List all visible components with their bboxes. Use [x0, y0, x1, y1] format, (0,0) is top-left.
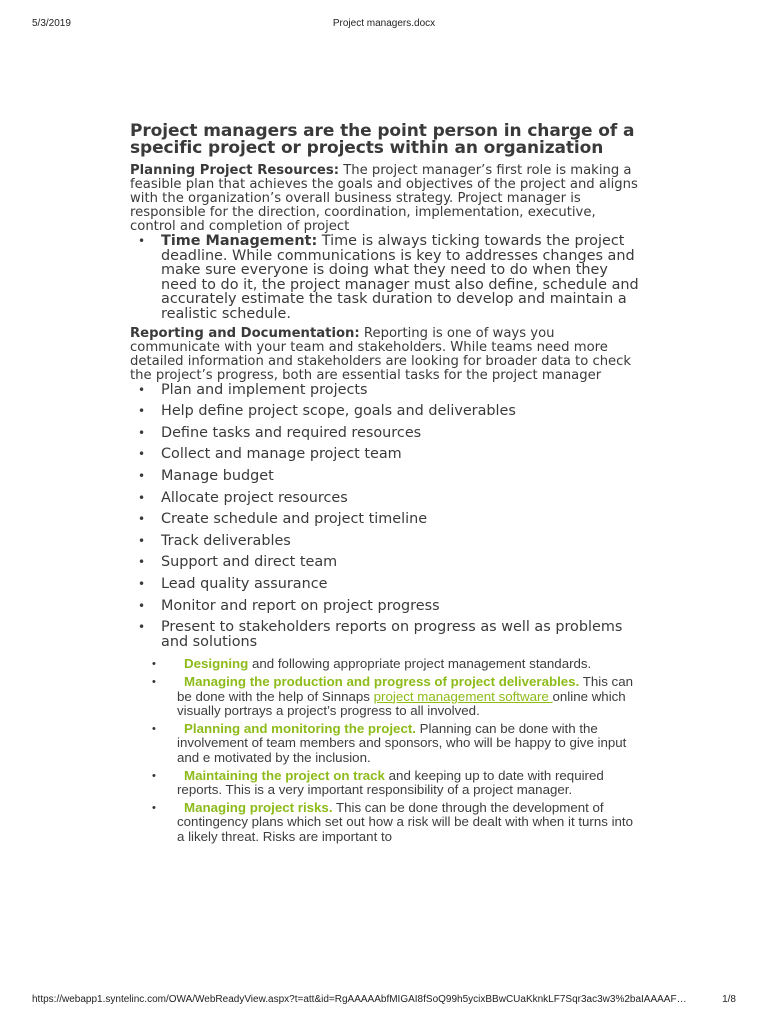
bullet-icon: •	[152, 802, 156, 815]
duty-text: Define tasks and required resources	[161, 424, 422, 441]
list-item	[130, 722, 642, 765]
time-text: Time is always ticking towards the project deadline. While communications is key to addresses changes and make sure everyone is doing what they need to do when they need to do it, the project manager must also define, schedule and accurately estimate the task duration to develop and maintain a realistic schedule.	[161, 233, 639, 322]
duty-text: Support and direct team	[161, 554, 338, 571]
highlight-text: Managing the production and progress of project deliverables.	[184, 674, 580, 690]
planning-paragraph	[130, 164, 642, 234]
list-item	[130, 534, 642, 549]
duty-text: Create schedule and project timeline	[161, 511, 428, 528]
list-item	[130, 620, 642, 649]
bullet-icon: •	[138, 468, 146, 483]
item-text: Planning can be done with the involvement of team members and sponsors, who will be happy to give input and e motivated by the inclusion.	[177, 721, 627, 765]
reporting-text: Reporting is one of ways you communicate with your team and stakeholders. While teams need more detailed information and stakeholders are looking for broader data to check the project’s progress, both are essential tasks for the project manager	[130, 325, 632, 383]
responsibilities-list	[130, 657, 642, 843]
duties-list	[130, 383, 642, 650]
print-footer	[0, 994, 768, 1008]
duty-text: Lead quality assurance	[161, 575, 328, 592]
bullet-icon: •	[152, 769, 156, 782]
highlight-text: Planning and monitoring the project.	[184, 721, 416, 737]
print-date: 5/3/2019	[32, 18, 71, 29]
list-item	[130, 801, 642, 844]
print-header	[0, 18, 768, 32]
print-title: Project managers.docx	[332, 18, 436, 29]
duty-text: Allocate project resources	[161, 489, 348, 506]
bullet-icon: •	[138, 382, 146, 397]
item-text-after: online which visually portrays a project’s progress to all involved.	[177, 688, 626, 718]
highlight-text: Maintaining the project on track	[184, 767, 385, 783]
planning-text: The project manager’s first role is making a feasible plan that achieves the goals and objectives of the project and aligns with the organization’s overall business strategy. Project manager is responsible for the direction, coordination, implementation, executive, control and completion of project	[130, 163, 638, 234]
time-management-list	[130, 234, 642, 322]
list-item	[130, 234, 642, 322]
bullet-icon: •	[152, 658, 156, 671]
list-item	[130, 404, 642, 419]
list-item	[130, 447, 642, 462]
bullet-icon: •	[138, 598, 146, 613]
list-item	[130, 769, 642, 797]
list-item	[130, 469, 642, 484]
bullet-icon: •	[138, 404, 146, 419]
duty-text: Help define project scope, goals and deliverables	[161, 403, 516, 420]
list-item	[130, 426, 642, 441]
bullet-icon: •	[138, 425, 146, 440]
bullet-icon: •	[138, 576, 146, 591]
item-text: and following appropriate project management standards.	[248, 656, 592, 672]
bullet-icon: •	[138, 620, 146, 635]
list-item	[130, 383, 642, 398]
item-text: This can be done with the help of Sinnaps	[177, 674, 633, 704]
item-text: and keeping up to date with required reports. This is a very important responsibility of a project manager.	[177, 767, 604, 797]
list-item	[130, 577, 642, 592]
bullet-icon: •	[152, 723, 156, 736]
project-management-software-link[interactable]: project management software	[373, 688, 553, 704]
planning-label: Planning Project Resources:	[130, 163, 339, 178]
list-item	[130, 599, 642, 614]
bullet-icon: •	[152, 676, 156, 689]
list-item	[130, 491, 642, 506]
document-body	[130, 123, 642, 848]
bullet-icon: •	[138, 555, 146, 570]
list-item	[130, 512, 642, 527]
highlight-text: Managing project risks.	[184, 800, 333, 816]
duty-text: Collect and manage project team	[161, 446, 402, 463]
document-heading: Project managers are the point person in charge of a specific project or projects within an organization	[130, 121, 635, 158]
duty-text: Present to stakeholders reports on progress as well as problems and solutions	[161, 619, 623, 650]
list-item	[130, 675, 642, 718]
bullet-icon: •	[138, 234, 146, 248]
reporting-paragraph	[130, 327, 642, 383]
bullet-icon: •	[138, 447, 146, 462]
bullet-icon: •	[138, 490, 146, 505]
print-url: https://webapp1.syntelinc.com/OWA/WebReadyView.aspx?t=att&id=RgAAAAAbfMIGAI8fSoQ99h5ycixBBwCUaKknkLF7Sqr3ac3w3%2baIAAAAF…	[32, 994, 687, 1005]
bullet-icon: •	[138, 533, 146, 548]
item-text: This can be done through the development of contingency plans which set out how a risk will be dealt with when it turns into a likely threat. Risks are important to	[177, 800, 634, 844]
list-item	[130, 555, 642, 570]
duty-text: Plan and implement projects	[161, 381, 368, 398]
list-item	[130, 657, 642, 671]
time-label: Time Management:	[161, 233, 318, 249]
duty-text: Track deliverables	[161, 532, 291, 549]
duty-text: Monitor and report on project progress	[161, 597, 440, 614]
highlight-text: Designing	[184, 656, 249, 672]
duty-text: Manage budget	[161, 467, 274, 484]
bullet-icon: •	[138, 512, 146, 527]
page-number: 1/8	[722, 994, 736, 1005]
reporting-label: Reporting and Documentation:	[130, 325, 360, 341]
